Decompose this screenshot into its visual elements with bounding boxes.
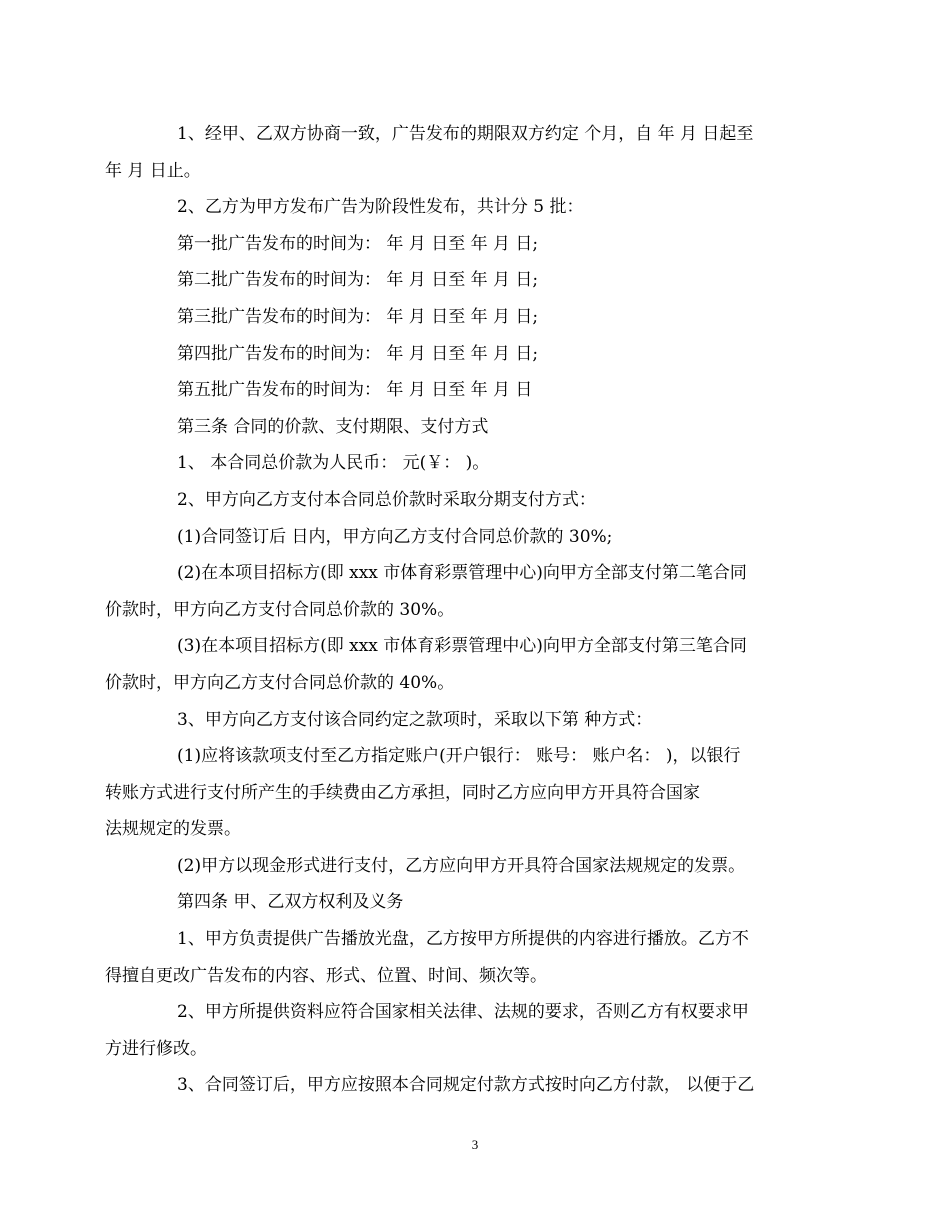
text-line: 年 月 日止。 (105, 160, 201, 181)
text-line: 法规规定的发票。 (105, 819, 241, 840)
text-line: (2)在本项目招标方(即 xxx 市体育彩票管理中心)向甲方全部支付第二笔合同 (177, 563, 747, 584)
paragraph (105, 994, 811, 1067)
text-line: 价款时，甲方向乙方支付合同总价款的 40%。 (105, 672, 455, 693)
paragraph (105, 738, 811, 848)
paragraph (141, 189, 811, 226)
text-line: (2)甲方以现金形式进行支付，乙方应向甲方开具符合国家法规规定的发票。 (177, 855, 746, 876)
text-line: 转账方式进行支付所产生的手续费由乙方承担，同时乙方应向甲方开具符合国家 (105, 782, 700, 803)
paragraph (141, 482, 811, 519)
text-line: 2、甲方所提供资料应符合国家相关法律、法规的要求，否则乙方有权要求甲 (177, 1002, 749, 1023)
text-line: (1)合同签订后 日内，甲方向乙方支付合同总价款的 30%; (177, 526, 613, 547)
text-line: 第四条 甲、乙双方权利及义务 (177, 892, 404, 913)
paragraph (141, 1067, 811, 1104)
paragraph (141, 336, 811, 373)
section-heading (141, 884, 811, 921)
text-line: (1)应将该款项支付至乙方指定账户(开户银行： 账号： 账户名： )，以银行 (177, 746, 741, 767)
text-line: 得擅自更改广告发布的内容、形式、位置、时间、频次等。 (105, 965, 547, 986)
page-number: 3 (471, 1137, 479, 1152)
paragraph (141, 299, 811, 336)
text-line: 3、甲方向乙方支付该合同约定之款项时，采取以下第 种方式： (177, 709, 653, 730)
paragraph (105, 116, 811, 189)
paragraph (141, 445, 811, 482)
paragraph (141, 262, 811, 299)
text-line: 1、甲方负责提供广告播放光盘，乙方按甲方所提供的内容进行播放。乙方不 (177, 929, 749, 950)
paragraph (105, 628, 811, 701)
text-line: 3、合同签订后，甲方应按照本合同规定付款方式按时向乙方付款， 以便于乙 (177, 1075, 755, 1096)
text-line: 第二批广告发布的时间为： 年 月 日至 年 月 日; (177, 270, 539, 291)
paragraph (141, 702, 811, 739)
text-line: 方进行修改。 (105, 1038, 207, 1059)
paragraph (141, 848, 811, 885)
text-line: 1、 本合同总价款为人民币： 元(￥： )。 (177, 453, 490, 474)
paragraph (141, 372, 811, 409)
text-line: 2、乙方为甲方发布广告为阶段性发布，共计分 5 批： (177, 197, 584, 218)
text-line: 第一批广告发布的时间为： 年 月 日至 年 月 日; (177, 233, 539, 254)
text-line: 第三批广告发布的时间为： 年 月 日至 年 月 日; (177, 306, 539, 327)
section-heading (141, 409, 811, 446)
text-line: 1、经甲、乙双方协商一致，广告发布的期限双方约定 个月，自 年 月 日起至 (177, 124, 754, 144)
text-line: 第四批广告发布的时间为： 年 月 日至 年 月 日; (177, 343, 539, 364)
paragraph (141, 519, 811, 556)
paragraph (105, 921, 811, 994)
text-line: (3)在本项目招标方(即 xxx 市体育彩票管理中心)向甲方全部支付第三笔合同 (177, 636, 747, 657)
text-line: 第三条 合同的价款、支付期限、支付方式 (177, 416, 489, 437)
paragraph (141, 226, 811, 263)
document-body (105, 116, 811, 1104)
text-line: 价款时，甲方向乙方支付合同总价款的 30%。 (105, 599, 455, 620)
paragraph (105, 555, 811, 628)
text-line: 2、甲方向乙方支付本合同总价款时采取分期支付方式： (177, 489, 596, 510)
text-line: 第五批广告发布的时间为： 年 月 日至 年 月 日 (177, 380, 533, 401)
